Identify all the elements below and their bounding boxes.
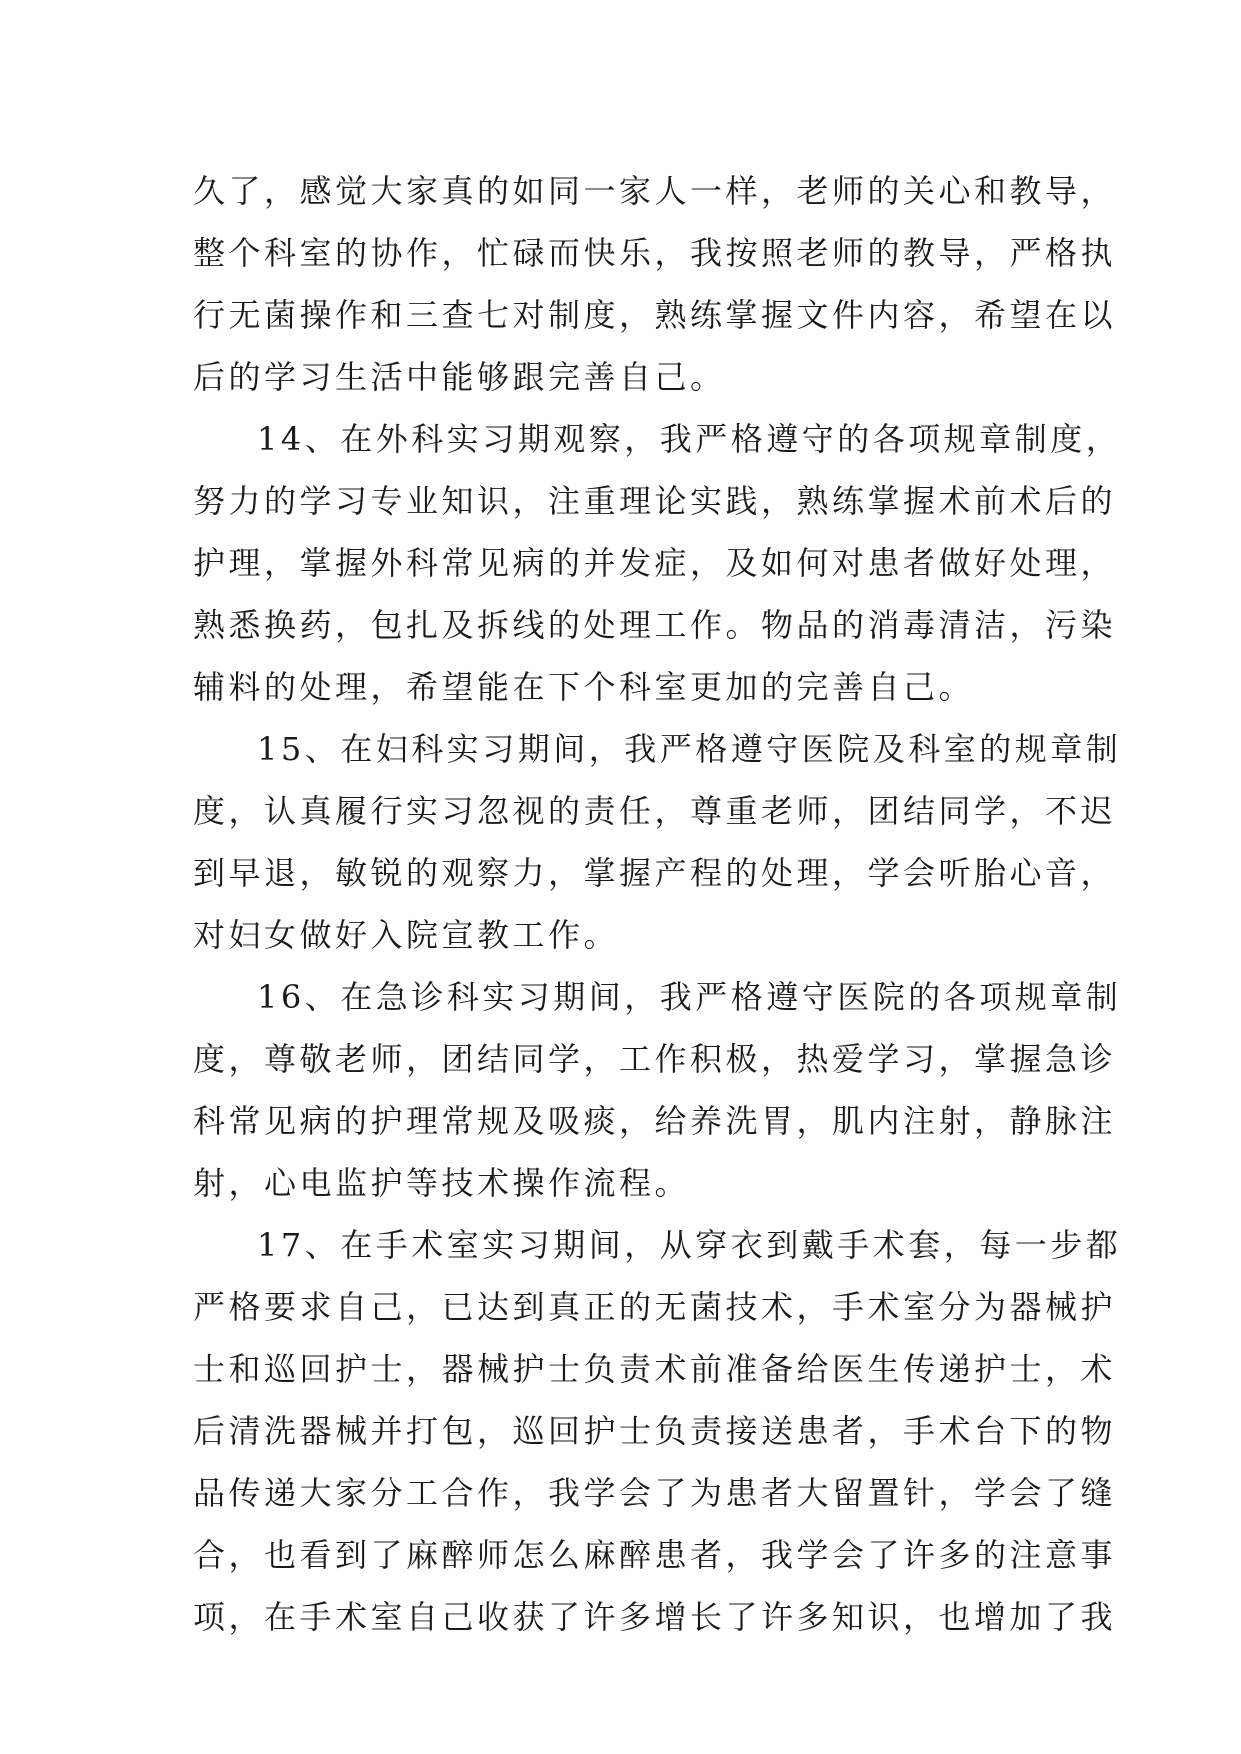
text-line: 科常见病的护理常规及吸痰，给养洗胃，肌内注射，静脉注: [193, 1102, 1117, 1140]
text-line: 合，也看到了麻醉师怎么麻醉患者，我学会了许多的注意事: [193, 1536, 1117, 1574]
body-text: [193, 160, 1122, 1648]
text-line: 度，认真履行实习忽视的责任，尊重老师，团结同学，不迟: [193, 792, 1117, 830]
text-line: 对妇女做好入院宣教工作。: [193, 916, 620, 954]
text-line: 度，尊敬老师，团结同学，工作积极，热爱学习，掌握急诊: [193, 1040, 1117, 1078]
text-line: 严格要求自己，已达到真正的无菌技术，手术室分为器械护: [193, 1288, 1117, 1326]
paragraph-15-start: 15、在妇科实习期间，我严格遵守医院及科室的规章制: [257, 730, 1122, 768]
text-line: 到早退，敏锐的观察力，掌握产程的处理，学会听胎心音，: [193, 854, 1117, 892]
text-line: 行无菌操作和三查七对制度，熟练掌握文件内容，希望在以: [193, 296, 1117, 334]
paragraph-17-start: 17、在手术室实习期间，从穿衣到戴手术套，每一步都: [257, 1226, 1122, 1264]
text-line: 辅料的处理，希望能在下个科室更加的完善自己。: [193, 668, 975, 706]
text-line: 项，在手术室自己收获了许多增长了许多知识，也增加了我: [193, 1598, 1117, 1636]
text-line: 射，心电监护等技术操作流程。: [193, 1164, 691, 1202]
paragraph-16-start: 16、在急诊科实习期间，我严格遵守医院的各项规章制: [257, 978, 1122, 1016]
text-line: 后清洗器械并打包，巡回护士负责接送患者，手术台下的物: [193, 1412, 1117, 1450]
text-line: 久了，感觉大家真的如同一家人一样，老师的关心和教导，: [193, 172, 1117, 210]
text-line: 士和巡回护士，器械护士负责术前准备给医生传递护士，术: [193, 1350, 1117, 1388]
text-line: 熟悉换药，包扎及拆线的处理工作。物品的消毒清洁，污染: [193, 606, 1117, 644]
paragraph-14-start: 14、在外科实习期观察，我严格遵守的各项规章制度，: [257, 420, 1122, 458]
text-line: 后的学习生活中能够跟完善自己。: [193, 358, 726, 396]
text-line: 整个科室的协作，忙碌而快乐，我按照老师的教导，严格执: [193, 234, 1117, 272]
text-line: 护理，掌握外科常见病的并发症，及如何对患者做好处理，: [193, 544, 1117, 582]
text-line: 品传递大家分工合作，我学会了为患者大留置针，学会了缝: [193, 1474, 1117, 1512]
text-line: 努力的学习专业知识，注重理论实践，熟练掌握术前术后的: [193, 482, 1117, 520]
